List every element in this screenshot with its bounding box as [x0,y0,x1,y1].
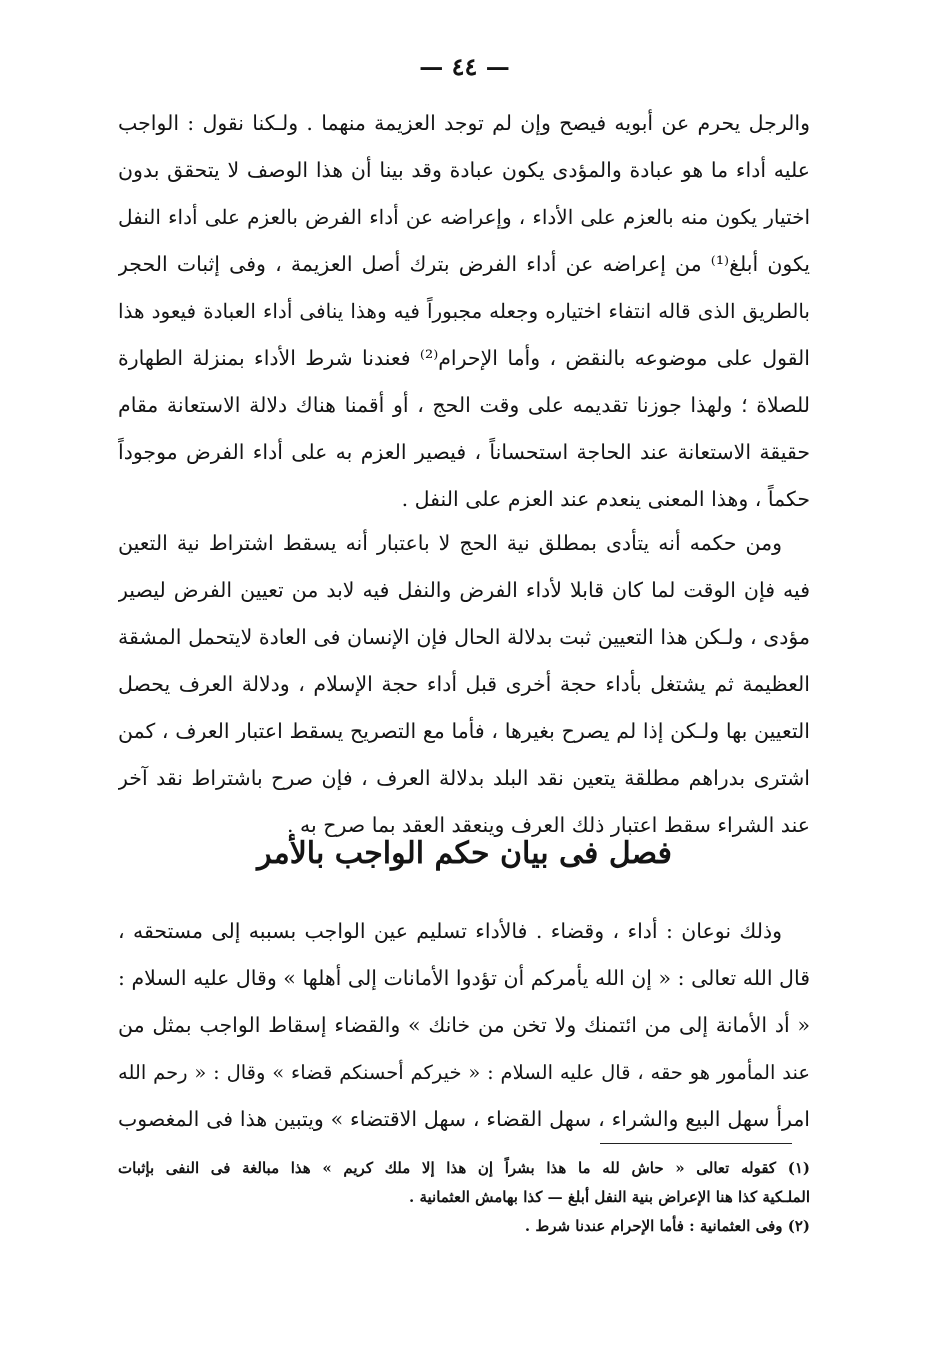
text-line: للصلاة ؛ ولهذا جوزنا تقديمه على وقت الحج ، أو أقمنا هناك دلالة الاستعانة مقام [118,393,810,417]
text-line: ومن حكمه أنه يتأدى بمطلق نية الحج لا باعتبار أنه يسقط اشتراط نية التعين [118,531,782,555]
footnotes [118,1154,810,1241]
text-line: قال الله تعالى : « إن الله يأمركم أن تؤدوا الأمانات إلى أهلها » وقال عليه السلام : [118,966,810,990]
text-line: « أد الأمانة إلى من ائتمنك ولا تخن من خانك » والقضاء إسقاط الواجب بمثل من [118,1013,810,1037]
text-line: حقيقة الاستعانة عند الحاجة استحساناً ، فيصير العزم به على أداء الفرض موجوداً [118,440,810,464]
text-line: وذلك نوعان : أداء ، وقضاء . فالأداء تسليم عين الواجب بسببه إلى مستحقه ، [118,919,782,943]
paragraph-1 [118,100,810,523]
section-heading: فصل فى بيان حكم الواجب بالأمر [257,836,672,871]
text-line: فيه فإن الوقت لما كان قابلا لأداء الفرض والنفل فيه لابد من تعيين الفرض ليصير [118,578,810,602]
footnote-divider [600,1143,792,1144]
paragraph-2 [118,520,810,849]
text-line: عليه أداء ما هو عبادة والمؤدى يكون عبادة وقد بينا أن هذا الوصف لا يتحقق بدون [118,158,810,182]
text-line: القول على موضوعه بالنقض ، وأما الإحرام⁽²⁾ فعندنا شرط الأداء بمنزلة الطهارة [118,346,810,370]
text-line: امرأ سهل البيع والشراء ، سهل القضاء ، سهل الاقتضاء » ويتبين هذا فى المغصوب [118,1107,810,1131]
text-line: التعيين بها ولـكن إذا لم يصرح بغيرها ، فأما مع التصريح يسقط اعتبار العرف ، كمن [118,719,810,743]
text-line: عند الشراء سقط اعتبار ذلك العرف وينعقد العقد بما صرح به . [287,813,810,837]
text-line: اختيار يكون منه بالعزم على الأداء ، وإعراضه عن أداء الفرض بالعزم على أداء النفل [118,205,810,229]
text-line: حكماً ، وهذا المعنى ينعدم عند العزم على النفل . [401,487,810,511]
footnote-line: الملـكية كذا هنا الإعراض بنية النفل أبلغ — كذا بهامش العثمانية . [409,1188,810,1206]
text-line: عند المأمور هو حقه ، قال عليه السلام : « خيركم أحسنكم قضاء » وقال : « رحم الله [118,1061,810,1084]
text-line: يكون أبلغ⁽¹⁾ من إعراضه عن أداء الفرض بترك أصل العزيمة ، وفى إثبات الحجر [118,252,810,276]
text-line: والرجل يحرم عن أبويه فيصح وإن لم توجد العزيمة منهما . ولـكنا نقول : الواجب [118,111,810,135]
text-line: اشترى بدراهم مطلقة يتعين نقد البلد بدلالة العرف ، فإن صرح باشتراط نقد آخر [118,766,810,790]
paragraph-3 [118,908,810,1143]
page-number: — ٤٤ — [419,52,510,81]
footnote-line: (١) كقوله تعالى « حاش لله ما هذا بشراً إن هذا إلا ملك كريم » هذا مبالغة فى النفى بإثبات [118,1159,810,1177]
text-line: العظيمة ثم يشتغل بأداء حجة أخرى قبل أداء حجة الإسلام ، ودلالة العرف يحصل [118,672,810,696]
footnote-line: (٢) وفى العثمانية : فأما الإحرام عندنا شرط . [524,1217,810,1235]
text-line: بالطريق الذى قاله انتفاء اختياره وجعله مجبوراً فيه وهذا ينافى أداء العبادة فيعود هذا [118,299,810,323]
text-line: مؤدى ، ولـكن هذا التعيين ثبت بدلالة الحال فإن الإنسان فى العادة لايتحمل المشقة [118,625,810,649]
